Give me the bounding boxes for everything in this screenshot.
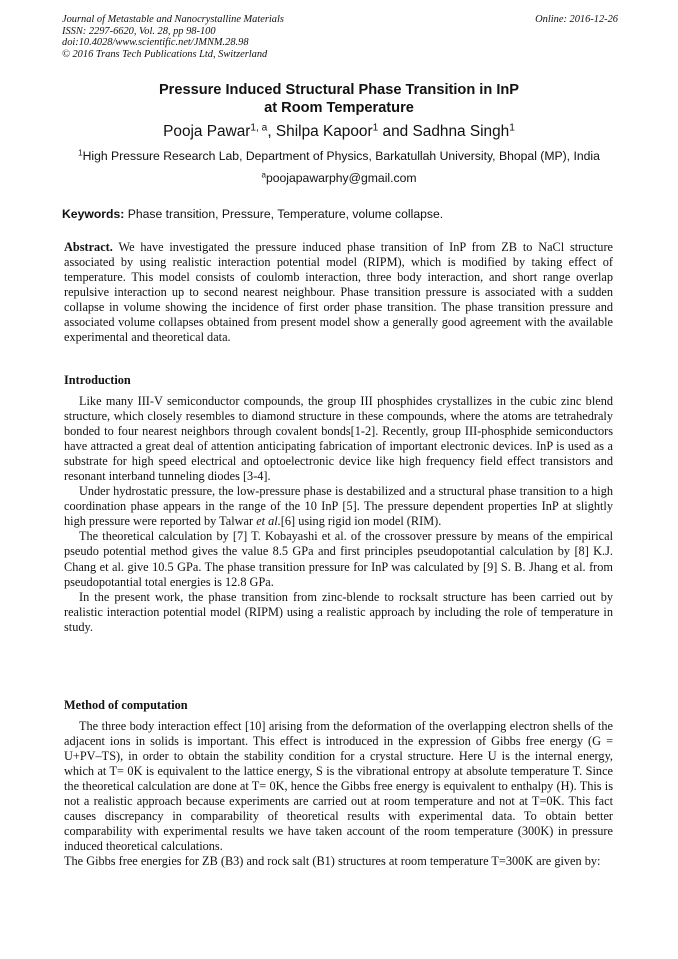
affiliation-marker: 1 [78,148,83,158]
intro-p2-rest: [6] using rigid ion model (RIM). [280,514,442,529]
introduction-heading: Introduction [64,373,131,387]
copyright-line: © 2016 Trans Tech Publications Ltd, Switzerland [62,48,268,60]
online-date: Online: 2016-12-26 [535,14,618,25]
affiliation-text: High Pressure Research Lab, Department of Physics, Barkatullah University, Bhopal (MP), India [82,149,600,163]
keywords [62,206,618,222]
journal-name: Journal of Metastable and Nanocrystalline Materials [62,14,284,25]
author-2: Shilpa Kapoor [275,123,373,140]
author-3-affil: 1 [509,122,515,134]
method-heading: Method of computation [64,698,188,712]
issn-line: ISSN: 2297-6620, Vol. 28, pp 98-100 [62,25,216,37]
author-email [62,170,616,186]
intro-p2-etal: et al. [256,514,281,529]
email-marker: a [261,170,266,180]
author-conjunction: and [382,123,409,140]
paper-title [62,81,616,117]
author-1: Pooja Pawar [163,123,251,140]
author-3: Sadhna Singh [412,123,510,140]
intro-paragraph-1: Like many III-V semiconductor compounds, the group III phosphides crystallizes in the cubic zinc blend structure, which closely resembles to diamond structure in these compounds, where the atoms are tetrahedraly bonded to four nearest neighbors through covalent bonds[1-2]. Recently, group III-phosphide semiconductors have attracted a great deal of attention anticipating fabrication of important electronic devices. InP is used as a substrate for high speed electrical and optoelectronic device like high frequency field effect transistors and resonant interband tunneling diodes [3-4]. [64,394,613,484]
intro-paragraph-4: In the present work, the phase transition from zinc-blende to rocksalt structure has been carried out by realistic interaction potential model (RIPM) using a realistic approach by including the role of temperature in study. [64,589,613,634]
title-line-1: Pressure Induced Structural Phase Transition in InP [158,82,520,98]
keywords-text: Phase transition, Pressure, Temperature, volume collapse. [127,207,444,221]
email-text[interactable]: poojapawarphy@gmail.com [265,171,417,185]
journal-header [62,14,618,60]
author-1-affil: 1, a [250,122,268,134]
intro-p2-text: Under hydrostatic pressure, the low-pressure phase is destabilized and a structural phase transition to a high coordination phase appears in the range of the 10 InP [5]. The pressure dependent properties InP at slightly high pressure were reported by Talwar [64,484,613,529]
author-2-affil: 1 [372,122,379,134]
introduction-body [64,394,613,635]
method-paragraph-1: The three body interaction effect [10] arising from the deformation of the overlapping electron shells of the adjacent ions in solids is important. This effect is introduced in the expression of Gibbs free energy (G = U+PV–TS), in order to obtain the stability condition for a crystal structure. Here U is the internal energy, which at T= 0K is equivalent to the lattice energy, S is the vibrational entropy at absolute temperature T. Since the theoretical calculation are done at T= 0K, hence the Gibbs free energy is equivalent to enthalpy (H). This is not a realistic approach because experiments are carried out at room temperature and not at T=0K. This fact causes discrepancy in comparability of theoretical results with experimental data. To obtain better comparability with experimental results we have taken account of the room temperature (300K) in pressure induced theoretical calculations. [64,719,613,854]
author-list: Pooja Pawar$^{1, a}$, Shilpa Kapoor$^1$ and Sadhna Singh$^1$ [163,122,515,140]
abstract-text: We have investigated the pressure induced phase transition of InP from ZB to NaCl structure associated by using realistic interaction potential model (RIPM), which is modified by taking effect of temperature. This model consists of coulomb interaction, three body interaction, and short range overlap repulsive interaction up to second nearest neighbour. Phase transition pressure is associated with a sudden collapse in volume showing the incidence of first order phase transition. The phase transition pressure and associated volume collapses obtained from present model show a generally good agreement with the available experimental and theoretical data. [64,240,614,345]
method-paragraph-2: The Gibbs free energies for ZB (B3) and rock salt (B1) structures at room temperature T=300K are given by: [64,854,601,869]
title-line-2: at Room Temperature [264,100,414,116]
intro-paragraph-2 [64,484,613,529]
method-body [64,719,613,869]
abstract-label: Abstract. [64,240,113,254]
doi-line[interactable]: doi:10.4028/www.scientific.net/JMNM.28.98 [62,37,249,49]
keywords-label: Keywords: [62,207,125,221]
affiliation [62,148,616,164]
abstract-paragraph [64,240,613,345]
intro-paragraph-3: The theoretical calculation by [7] T. Kobayashi et al. of the crossover pressure by means of the empirical pseudo potential method gives the value 8.5 GPa and first principles pseudopotantial calculation by [8] K.J. Chang et al. give 10.5 GPa. The phase transition pressure for InP was calculated by [9] S. B. Jhang et al. from pseudopotantial total energies is 12.8 GPa. [64,529,613,589]
abstract [64,240,613,345]
